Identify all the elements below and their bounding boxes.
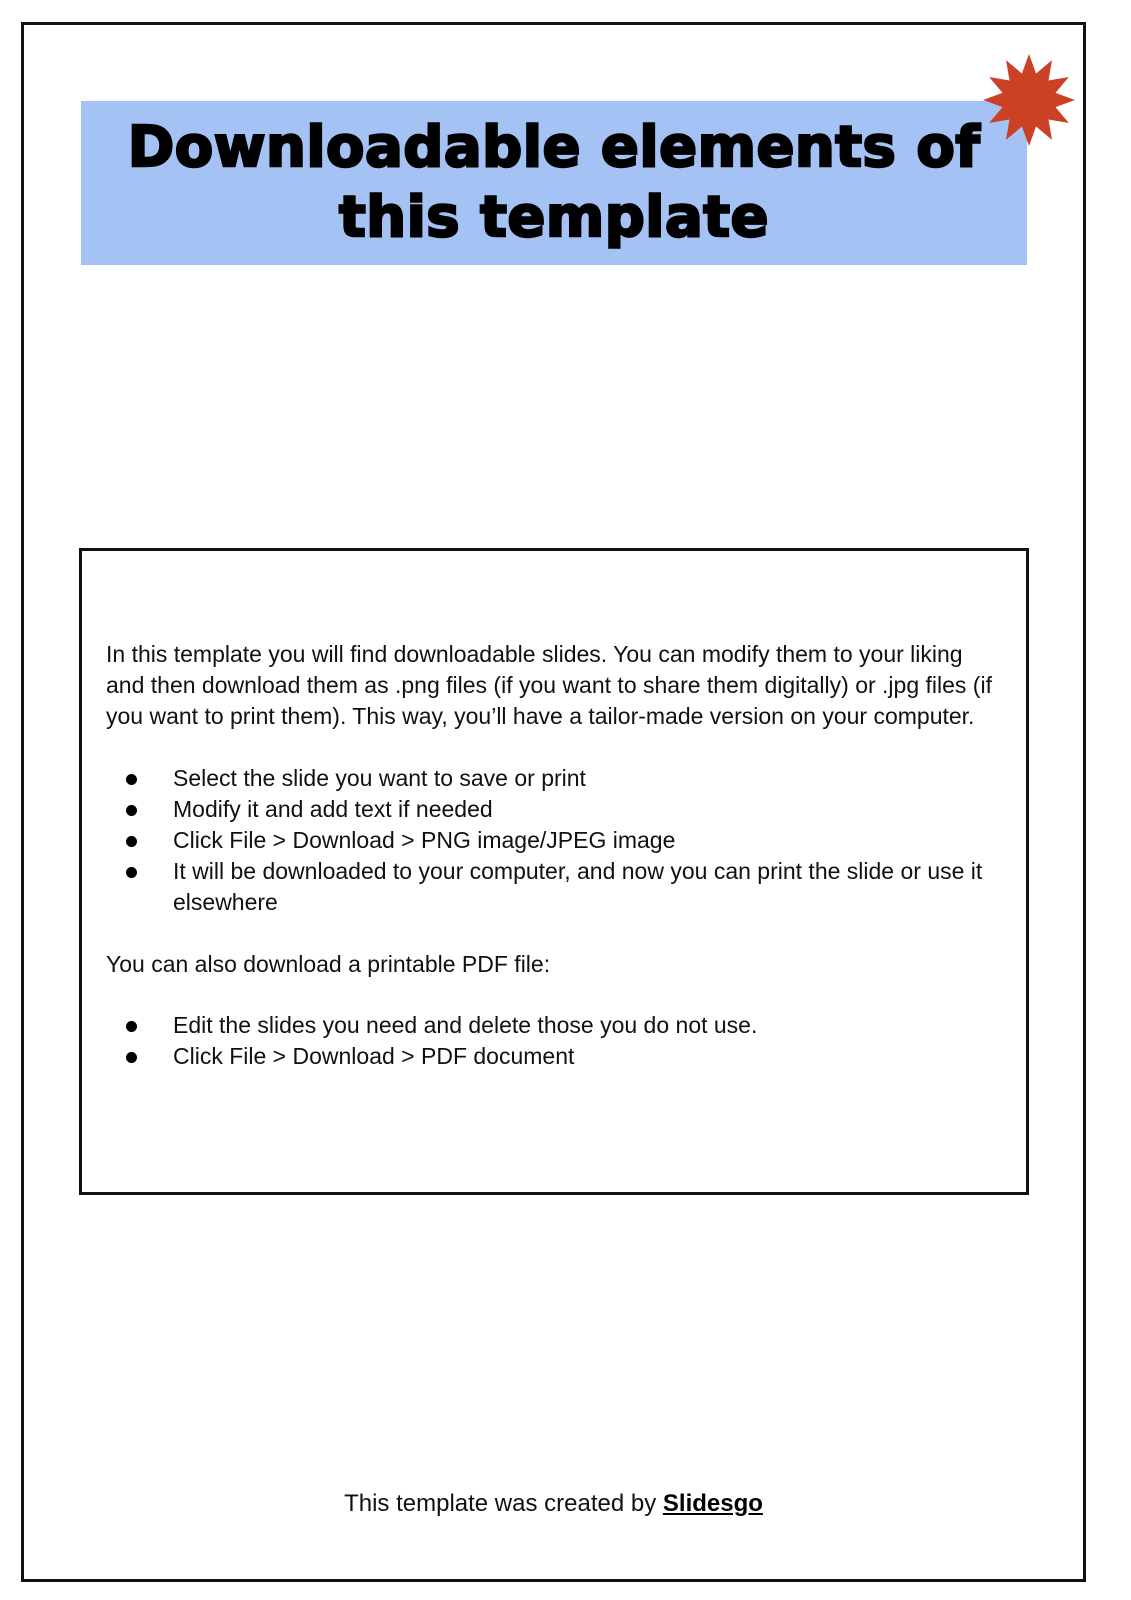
step-text: Select the slide you want to save or print — [173, 764, 586, 791]
bullet-icon — [126, 836, 137, 847]
bullet-icon — [126, 867, 137, 878]
credit-text: This template was created by — [344, 1490, 663, 1517]
starburst-icon — [983, 54, 1075, 146]
step-text: Click File > Download > PNG image/JPEG image — [173, 827, 676, 854]
bullet-icon — [126, 1052, 137, 1063]
pdf-intro: You can also download a printable PDF file: — [106, 950, 551, 977]
title-line-1: Downloadable elements of — [127, 115, 981, 180]
list-item — [106, 825, 1006, 856]
title-banner — [81, 101, 1027, 265]
step-text: Click File > Download > PDF document — [173, 1043, 575, 1070]
slidesgo-link[interactable]: Slidesgo — [662, 1490, 763, 1517]
pdf-steps-list — [106, 1010, 1006, 1072]
bullet-icon — [126, 1021, 137, 1032]
page-title — [128, 113, 980, 253]
list-item — [106, 794, 1006, 825]
footer-credit — [0, 1490, 1107, 1518]
bullet-icon — [126, 805, 137, 816]
title-line-2: this template — [338, 185, 770, 250]
step-text: Edit the slides you need and delete those you do not use. — [173, 1011, 758, 1038]
intro-paragraph: In this template you will find downloadable slides. You can modify them to your liking and then download them as .png files (if you want to share them digitally) or .jpg files (if you want to print them). This way, you’ll have a tailor-made version on your computer. — [106, 641, 992, 730]
list-item — [106, 1010, 1006, 1041]
bullet-icon — [126, 774, 137, 785]
step-text: Modify it and add text if needed — [173, 795, 493, 822]
step-text: It will be downloaded to your computer, and now you can print the slide or use it elsewhere — [173, 858, 983, 916]
png-steps-list — [106, 763, 1006, 919]
list-item — [106, 1041, 1006, 1072]
list-item — [106, 763, 1006, 794]
list-item — [106, 856, 1006, 918]
instructions — [106, 639, 1006, 1072]
